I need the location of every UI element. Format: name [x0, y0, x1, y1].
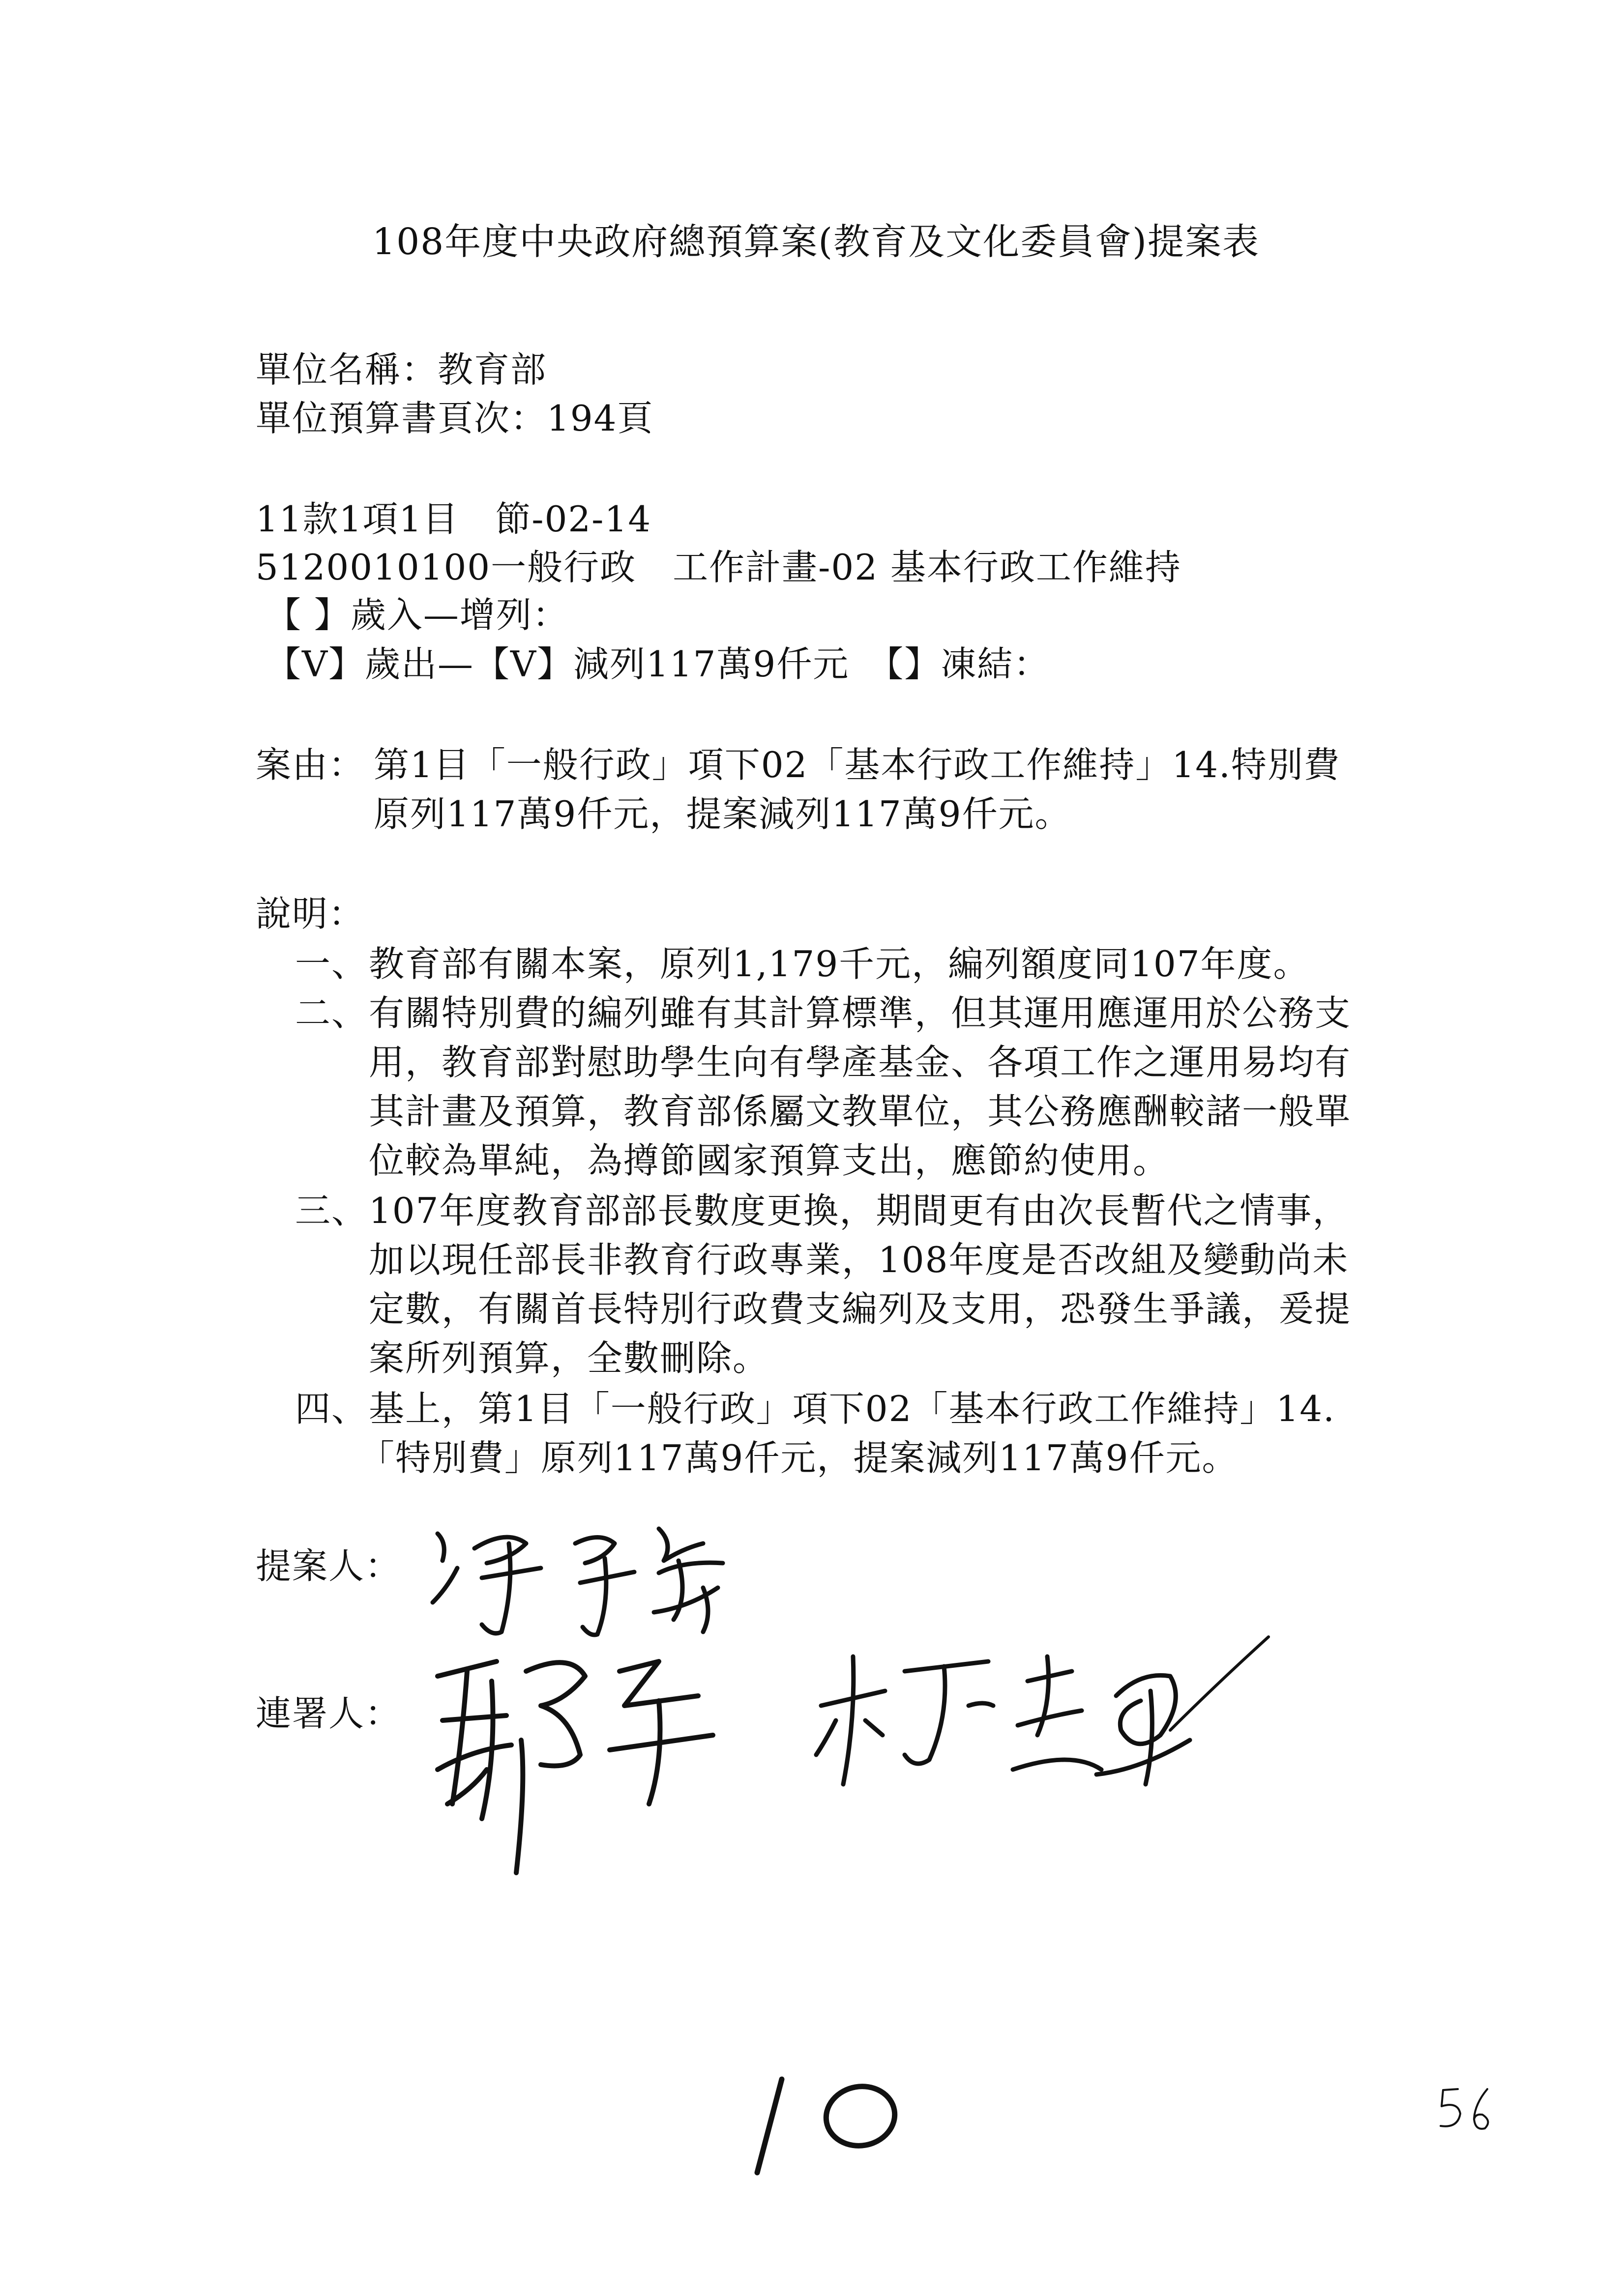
- reason-line-2: 原列117萬9仟元，提案減列117萬9仟元。: [374, 793, 1071, 835]
- explanation-marker-2: 二、: [295, 992, 368, 1034]
- revenue-line: 【 】歲入—增列：: [266, 594, 569, 636]
- explanation-marker-4: 四、: [295, 1388, 368, 1429]
- explanation-2-line-1: 有關特別費的編列雖有其計算標準，但其運用應運用於公務支: [369, 992, 1352, 1034]
- explanation-3-line-1: 107年度教育部部長數度更換，期間更有由次長暫代之情事，: [369, 1190, 1349, 1231]
- explanation-2-line-3: 其計畫及預算，教育部係屬文教單位，其公務應酬較諸一般單: [369, 1091, 1352, 1132]
- program-line: 5120010100一般行政 工作計畫-02 基本行政工作維持: [256, 547, 1181, 588]
- explanation-2-line-2: 用，教育部對慰助學生向有學產基金、各項工作之運用易均有: [369, 1042, 1352, 1083]
- explanation-marker-3: 三、: [295, 1190, 368, 1231]
- explanation-1-line-1: 教育部有關本案，原列1,179千元，編列額度同107年度。: [369, 943, 1310, 985]
- explanation-2-line-4: 位較為單純，為撙節國家預算支出，應節約使用。: [369, 1140, 1170, 1181]
- explanation-marker-1: 一、: [295, 943, 368, 985]
- handwritten-number: [747, 2074, 915, 2182]
- document-title: 108年度中央政府總預算案(教育及文化委員會)提案表: [372, 221, 1260, 263]
- item-code: 11款1項1目 節-02-14: [256, 498, 652, 540]
- proposer-label: 提案人：: [256, 1545, 402, 1587]
- explanation-4-line-2: 「特別費」原列117萬9仟元，提案減列117萬9仟元。: [359, 1437, 1239, 1479]
- reason-label: 案由：: [256, 744, 365, 785]
- cosigner-label: 連署人：: [256, 1693, 402, 1734]
- explanation-4-line-1: 基上，第1目「一般行政」項下02「基本行政工作維持」14.: [369, 1388, 1335, 1429]
- explanation-3-line-4: 案所列預算，全數刪除。: [369, 1337, 769, 1379]
- proposer-signature: [428, 1514, 733, 1642]
- reason-line-1: 第1目「一般行政」項下02「基本行政工作維持」14.特別費: [374, 744, 1340, 785]
- cosigner-signature-1: [423, 1642, 728, 1878]
- explanation-3-line-3: 定數，有關首長特別行政費支編列及支用，恐發生爭議，爰提: [369, 1288, 1352, 1330]
- budget-page: 單位預算書頁次：194頁: [256, 398, 654, 439]
- page-note: [1436, 2084, 1500, 2138]
- unit-name: 單位名稱：教育部: [256, 349, 547, 390]
- cosigner-signature-2: [797, 1622, 1278, 1829]
- explanation-label: 說明：: [256, 893, 365, 934]
- explanation-3-line-2: 加以現任部長非教育行政專業，108年度是否改組及變動尚未: [369, 1239, 1349, 1280]
- expenditure-line: 【V】歲出—【V】減列117萬9仟元 【】凍結：: [266, 643, 1050, 685]
